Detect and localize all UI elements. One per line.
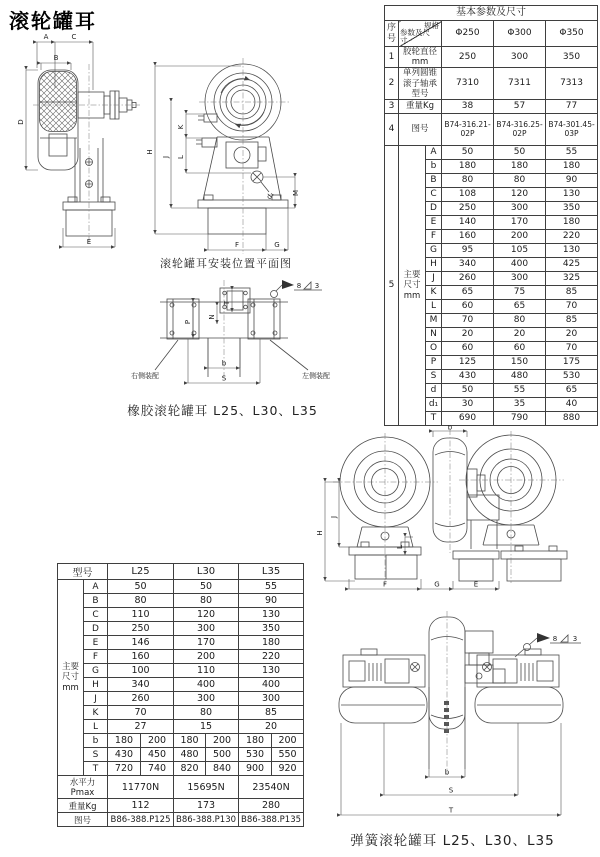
corner-diagonal [399,21,442,47]
dim-label-f: F [234,241,240,249]
dim-label-d1: d₁ [265,190,276,202]
cell: 20 [494,327,546,341]
row-label: 重量Kg [58,799,108,813]
cell: 50 [108,580,174,594]
dim-label-l: L [177,155,185,159]
table-row [58,650,304,664]
table-row [385,145,598,159]
cell: 55 [239,580,304,594]
cell: 80 [494,173,546,187]
dim-key: G [426,243,442,257]
cell: 180 [442,159,494,173]
cell: 120 [494,187,546,201]
cell: 150 [494,355,546,369]
cell: 530 [239,748,272,762]
dim-label-b-top: b [447,425,453,432]
dim-label-j: J [330,515,338,519]
cell: 130 [546,187,598,201]
cell: 11770N [108,776,174,799]
row-label: 重量Kg [399,99,442,113]
dim-key: K [426,285,442,299]
cell: 350 [239,622,304,636]
cell: 85 [546,313,598,327]
dim-key: L [426,299,442,313]
table-row [58,664,304,678]
cell: 50 [494,145,546,159]
plan-labels [131,282,330,383]
basic-params-table [384,5,598,426]
cell: B74-316.25-02P [494,113,546,145]
dim-key: D [84,622,108,636]
cell: 20 [442,327,494,341]
dim-key: C [426,187,442,201]
cell: 250 [442,201,494,215]
cell: 430 [108,748,141,762]
cell: 15 [174,720,239,734]
dim-key: O [426,341,442,355]
table-row [58,762,304,776]
cell: 300 [174,692,239,706]
cell: 57 [494,99,546,113]
cell: 27 [108,720,174,734]
corner-spec: 规格 [424,21,439,30]
dim-label-a: A [43,33,49,41]
corner-param: 参数及尺寸 [400,27,430,46]
row-label: 胶轮直径mm [399,47,442,68]
plan-view-caption: 滚轮罐耳安装位置平面图 [160,257,292,270]
dim-key: b [84,734,108,748]
installation-plan-drawing [110,274,350,394]
table-row [58,734,304,748]
row-no: 3 [385,99,399,113]
cell: 80 [174,594,239,608]
dimension-labels [17,33,300,249]
dim-key: A [426,145,442,159]
cell: 200 [272,734,304,748]
table-row [58,636,304,650]
cell: 7310 [442,68,494,100]
section-view-geometry [339,617,563,769]
cell: 350 [546,47,598,68]
table-row [58,776,304,799]
cell: 77 [546,99,598,113]
cell: 425 [546,257,598,271]
cell: 50 [442,383,494,397]
dim-key: T [84,762,108,776]
cell: 112 [108,799,174,813]
dim-label-d: D [17,119,25,125]
cell: 50 [174,580,239,594]
row-no: 4 [385,113,399,145]
dim-label-t: T [448,806,454,815]
cell: 35 [494,397,546,411]
cell: 250 [442,47,494,68]
dim-key: P [426,355,442,369]
row-group-label: 主要尺寸mm [58,580,84,776]
cell: 7311 [494,68,546,100]
table-row [58,678,304,692]
row-label: 单列圆锥滚子轴承型号 [399,68,442,100]
cell: 300 [494,201,546,215]
table-row [58,813,304,827]
dim-label-m: M [292,189,300,197]
dimension-lines [325,431,561,815]
cell: 140 [442,215,494,229]
cell: 200 [141,734,174,748]
cell: 70 [546,341,598,355]
cell: 60 [442,299,494,313]
cell: 550 [272,748,304,762]
dim-key: K [84,706,108,720]
cell: 180 [546,159,598,173]
cell: 340 [108,678,174,692]
dim-label-p: P [184,319,192,325]
cell: 85 [546,285,598,299]
rubber-roller-caption: 橡胶滚轮罐耳 L25、L30、L35 [127,403,318,418]
cell: 900 [239,762,272,776]
cell: 840 [206,762,239,776]
dim-key: M [426,313,442,327]
row-no: 2 [385,68,399,100]
table-header-row [58,564,304,580]
cell: 300 [174,622,239,636]
col-header: L35 [239,564,304,580]
table-row [58,608,304,622]
cell: 350 [546,201,598,215]
table-title-row [385,6,598,21]
cell: 180 [108,734,141,748]
cell: 820 [174,762,206,776]
cell: 75 [494,285,546,299]
cell: 110 [108,608,174,622]
cell: 300 [494,271,546,285]
cell: 130 [239,664,304,678]
cell: 500 [206,748,239,762]
dim-key: d [426,383,442,397]
dim-key: F [84,650,108,664]
dim-key: L [84,720,108,734]
cell: 180 [239,734,272,748]
cell: 220 [546,229,598,243]
dim-label-l: L [396,545,404,549]
side-view-geometry [38,70,136,236]
cell: 95 [442,243,494,257]
cell: 125 [442,355,494,369]
cell: 300 [494,47,546,68]
cell: 300 [239,692,304,706]
cell: 90 [239,594,304,608]
cell: 480 [174,748,206,762]
cell: 100 [108,664,174,678]
cell: 690 [442,411,494,425]
front-view-geometry [196,64,288,234]
table-row [58,720,304,734]
table-row [58,706,304,720]
dim-label-s: S [221,374,227,383]
col-header: 型号 [58,564,108,580]
table-row [385,99,598,113]
dim-label-h: H [146,149,154,155]
dim-label-b: b [444,768,450,777]
table-row [58,799,304,813]
dim-key: B [84,594,108,608]
row-label: 图号 [58,813,108,827]
row-group-label: 主要尺寸mm [399,145,426,425]
col-header: Φ300 [494,21,546,47]
cell: 130 [546,243,598,257]
table-row [385,113,598,145]
table-title: 基本参数及尺寸 [385,6,598,21]
row-label: 图号 [399,113,442,145]
cell: 920 [272,762,304,776]
dim-key: H [426,257,442,271]
cell: 80 [108,594,174,608]
cell: 65 [546,383,598,397]
cell: 880 [546,411,598,425]
front-view-centerlines [333,429,564,585]
cell: 160 [108,650,174,664]
col-header: L30 [174,564,239,580]
cell: 70 [442,313,494,327]
rubber-roller-drawing [5,30,375,258]
cell: 40 [546,397,598,411]
dim-key: A [84,580,108,594]
cell: 7313 [546,68,598,100]
dim-label-j: J [162,155,170,159]
col-header: Φ350 [546,21,598,47]
dim-key: b [426,159,442,173]
table-row [58,580,304,594]
dim-label-g: G [434,580,440,589]
dim-label-t: T [223,300,231,306]
table-row [58,622,304,636]
dim-key: C [84,608,108,622]
cell: 80 [442,173,494,187]
cell: 170 [494,215,546,229]
dim-key: S [426,369,442,383]
cell: 250 [108,622,174,636]
cell: 200 [494,229,546,243]
dim-key: E [426,215,442,229]
cell: 30 [442,397,494,411]
cell: 15695N [174,776,239,799]
cell: 180 [546,215,598,229]
cell: 55 [494,383,546,397]
cell: 160 [442,229,494,243]
dim-key: S [84,748,108,762]
dim-key: E [84,636,108,650]
cell: 260 [442,271,494,285]
dim-label-f: F [382,580,388,589]
cell: 480 [494,369,546,383]
cell: 200 [174,650,239,664]
dim-label-e: E [86,238,92,246]
cell: 740 [141,762,174,776]
cell: 70 [108,706,174,720]
weld-size-label: 8 [296,282,302,290]
model-spec-table [57,563,304,827]
dim-label-b: B [53,54,59,62]
cell: 20 [546,327,598,341]
dim-key: F [426,229,442,243]
dim-label-g: G [274,241,280,249]
cell: 220 [239,650,304,664]
cell: 200 [206,734,239,748]
table-row [385,68,598,100]
cell: 325 [546,271,598,285]
row-group-no: 5 [385,145,399,425]
weld-size-label: 8 [552,635,558,643]
dim-key: D [426,201,442,215]
dim-key: H [84,678,108,692]
cell: 110 [174,664,239,678]
cell: B86-388.P130 [174,813,239,827]
col-header: L25 [108,564,174,580]
spring-roller-drawing [305,425,600,825]
dim-key: J [426,271,442,285]
cell: 23540N [239,776,304,799]
dim-key: N [426,327,442,341]
row-label: 水平力Pmax [58,776,108,799]
page-title: 滚轮罐耳 [9,9,97,33]
col-header: Φ250 [442,21,494,47]
dim-key: G [84,664,108,678]
cell: B86-388.P125 [108,813,174,827]
plan-geometry [155,288,308,377]
cell: 90 [546,173,598,187]
cell: 720 [108,762,141,776]
cell: 400 [494,257,546,271]
dim-label-e: E [473,580,479,589]
cell: 175 [546,355,598,369]
cell: 20 [239,720,304,734]
weld-length-label: 3 [314,282,320,290]
cell: 170 [174,636,239,650]
table-row [385,47,598,68]
dim-key: B [426,173,442,187]
cell: B74-316.21-02P [442,113,494,145]
cell: 85 [239,706,304,720]
table-row [58,692,304,706]
dim-label-h: H [316,530,324,536]
dimension-labels [316,425,577,815]
cell: 60 [494,341,546,355]
front-view-geometry [340,435,567,581]
cell: B86-388.P135 [239,813,304,827]
cell: 60 [442,341,494,355]
cell: 70 [546,299,598,313]
cell: 430 [442,369,494,383]
dim-key: T [426,411,442,425]
dim-label-b: b [221,359,227,368]
dim-key: J [84,692,108,706]
cell: 790 [494,411,546,425]
label-right-assembly: 右侧装配 [131,372,159,380]
table-row [58,594,304,608]
corner-no: 序号 [385,21,399,47]
cell: 280 [239,799,304,813]
row-no: 1 [385,47,399,68]
cell: 260 [108,692,174,706]
cell: 180 [239,636,304,650]
dim-label-s: S [448,786,454,795]
cell: 105 [494,243,546,257]
dim-label-c: C [71,33,77,41]
cell: 65 [494,299,546,313]
cell: 38 [442,99,494,113]
cell: 80 [494,313,546,327]
cell: 400 [174,678,239,692]
cell: 65 [442,285,494,299]
cell: 180 [494,159,546,173]
dim-label-k: K [177,124,185,130]
dim-key: d₁ [426,397,442,411]
cell: 146 [108,636,174,650]
cell: 55 [546,145,598,159]
cell: B74-301.45-03P [546,113,598,145]
label-left-assembly: 左侧装配 [302,372,330,380]
cell: 80 [174,706,239,720]
cell: 50 [442,145,494,159]
spring-roller-caption: 弹簧滚轮罐耳 L25、L30、L35 [350,833,555,849]
weld-length-label: 3 [572,635,578,643]
cell: 340 [442,257,494,271]
cell: 108 [442,187,494,201]
cell: 530 [546,369,598,383]
cell: 130 [239,608,304,622]
cell: 180 [174,734,206,748]
cell: 400 [239,678,304,692]
dim-label-n: N [208,314,216,320]
table-row [58,748,304,762]
cell: 173 [174,799,239,813]
table-header-row [385,21,598,47]
cell: 450 [141,748,174,762]
cell: 120 [174,608,239,622]
